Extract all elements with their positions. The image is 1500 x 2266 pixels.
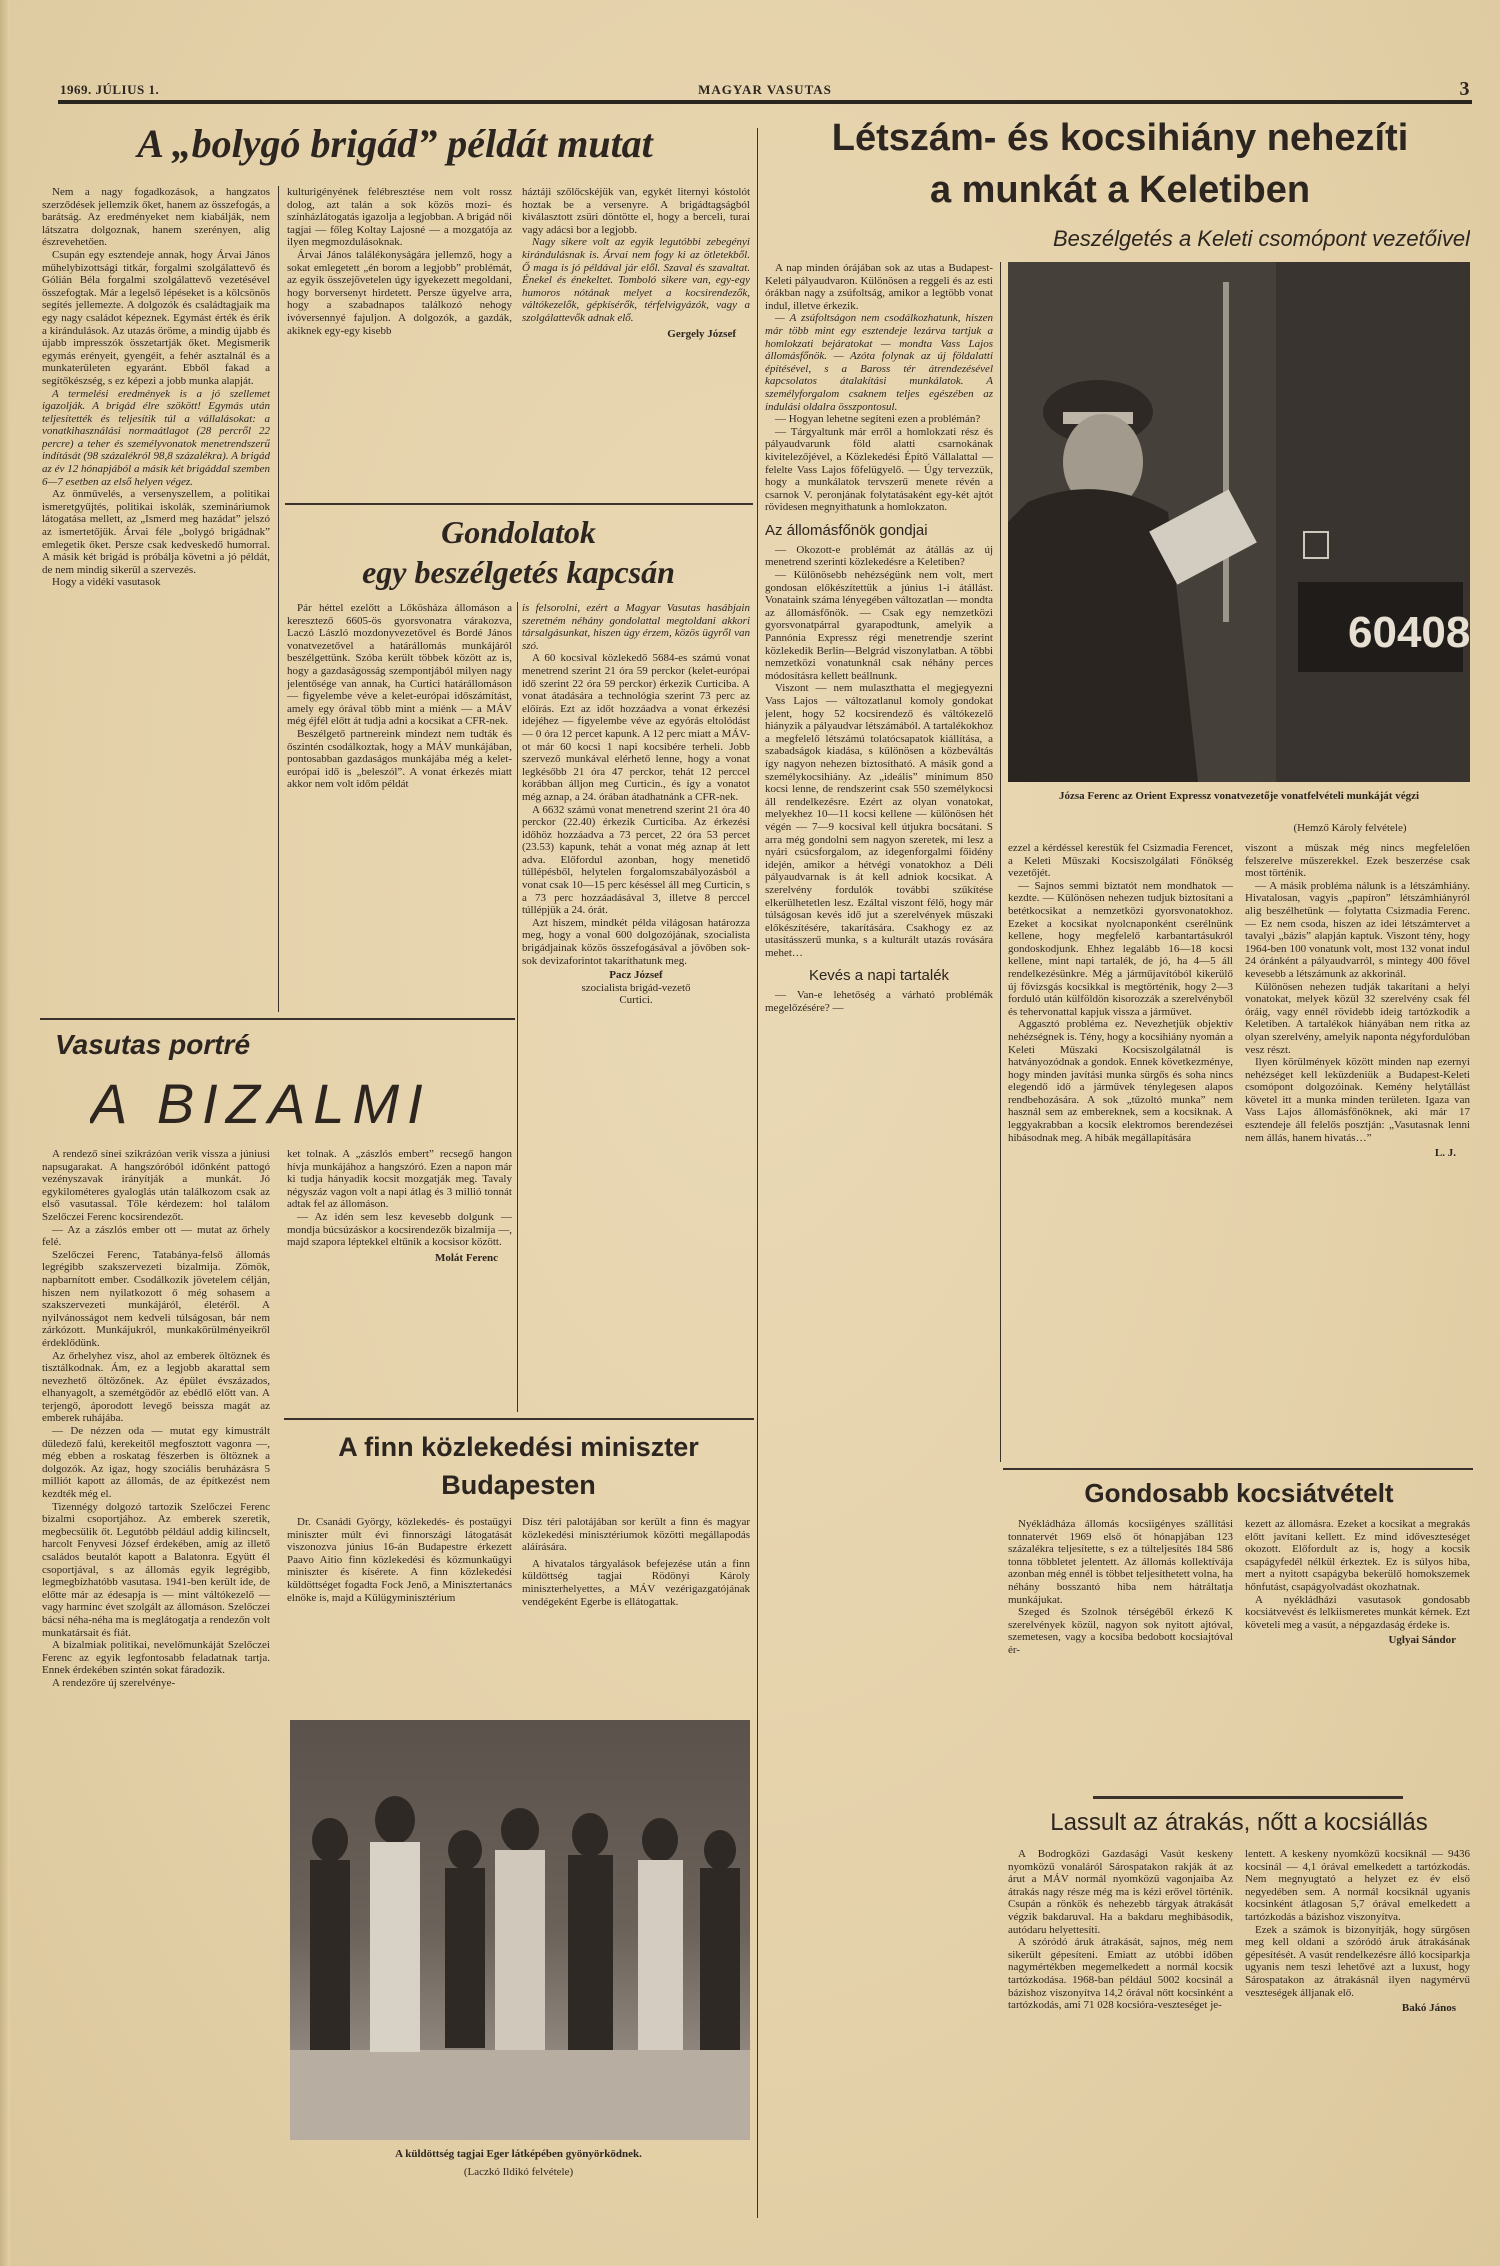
headline-bizalmi-text: A BIZALMI bbox=[90, 1072, 431, 1135]
headline-finn bbox=[287, 1428, 750, 1508]
paragraph: A nyékládházi vasutasok gondosabb kocsiátvevést és lelkiismeretes munkát kérnek. Ezt követeli meg a vasút, a népgazdaság érdeke is. bbox=[1245, 1593, 1470, 1631]
paragraph: A rendezőre új szerelvénye- bbox=[52, 1676, 176, 1689]
masthead-rule bbox=[58, 100, 1472, 104]
orient-express-photo bbox=[1008, 262, 1470, 782]
section-rule bbox=[284, 1418, 754, 1420]
paragraph: Árvai János találékonyságára jellemző, hogy a sokat emlegetett „én borom a legjobb” problémát, az egyik összejövetelen úgy igyekezett megoldani, hogy borversenyt hirdetett. Persze ügyelve arra, hogy a szabadnapos találkozó nehogy ivóversennyé fajuljon. A dolgozók, a gazdák, akiknek egy-egy kisebb bbox=[287, 248, 512, 337]
paragraph: — Tárgyaltunk már erről a homlokzati rész és pályaudvarunk föld alatti csarnokának kivitelezőjével, a Közlekedési Építő Vállalattal — felelte Vass Lajos főfelügyelő. — Úgy tervezzük, hogy a munkálatok tervszerű menete révén a csarnok V. peronjának folytatásaként egy-két ajtót rövidesen megnyithatunk a homlokzaton. bbox=[765, 425, 993, 514]
photo-delegation-group bbox=[290, 1720, 750, 2140]
keleti-column-1 bbox=[765, 262, 993, 1462]
headline-gondosabb bbox=[1008, 1476, 1470, 1512]
paragraph: lentett. A keskeny nyomközű kocsiknál — 9436 kocsinál — 4,1 órával emelkedett a tartózkodás. Nem megnyugtató a helyzet ez év első negyedében sem. A normál kocsiknál ugyanis kocsinként átlagosan 5,7 órával emelkedett a tartózkodás a bázishoz viszonyítva. bbox=[1245, 1848, 1470, 1923]
paragraph: Különösen nehezen tudják takarítani a helyi vonatokat, melyek közül 32 szerelvény csak fél óráig, vagy ennél rövidebb ideig tartózkodik a Keletiben. A tartalékok hiányában nem ritka az olyan szerelvény, amelyik naponta négyfordulóban vesz részt. bbox=[1245, 980, 1470, 1056]
paragraph: Szelőczei Ferenc, Tatabánya-felső állomás legrégibb szakszervezeti bizalmija. Zömök, napbarnított ember. Csodálkozik jövetelem célján, hiszen nem nyilatkozott ő még sohasem a szakszervezeti munkájáról, életéről. A nyilvánosságot nem kedveli túlságosan, bár nem zárkózott. Munkájukról, munkakörülményeikről érdeklődünk. bbox=[42, 1248, 270, 1349]
headline-gondolatok-line2: egy beszélgetés kapcsán bbox=[362, 554, 675, 590]
paragraph: A bizalmiak politikai, nevelőmunkáját Szelőczei Ferenc az egyik legfontosabb feladatnak tartja. Ennek érdekében szintén sokat fáradozik. bbox=[42, 1639, 270, 1677]
gondosabb-column-2 bbox=[1245, 1518, 1470, 1788]
paragraph: A 6632 számú vonat menetrend szerint 21 óra 40 perckor (22.40) érkezik Curticiba. Az érkezési időhöz hozzáadva a 73 percet, 22 óra 53 percet (23.53) kapunk, tehát a vonat még aznap át lett adva. Előfordul azonban, hogy menetidő túllépésből, helytelen forgalomszabályozásból a vonat csak 10—15 perc késéssel áll meg Curticin, s a 73 perc hozzáadásával 3, illetve 8 perccel túllépjük a 24. órát. bbox=[522, 803, 750, 917]
paragraph: kezett az állomásra. Ezeket a kocsikat a megrakás előtt javítani kellett. Ez mind időveszteséget okozott. Előfordult az is, hogy a kocsik csapágyfedél nélkül érkeztek. Ez is súlyos hiba, mert a nyitott csapágyba bekerülő homokszemek hőnfutást, csapágyolvadást okozhatnak. bbox=[1245, 1518, 1470, 1593]
kicker-text: Vasutas portré bbox=[55, 1029, 251, 1060]
subheadline-text: Beszélgetés a Keleti csomópont vezetőivel bbox=[1052, 226, 1470, 251]
headline-gondolatok-line1: Gondolatok bbox=[441, 514, 596, 550]
lassult-column-1 bbox=[1008, 1848, 1233, 2218]
paragraph: Nyékládháza állomás kocsiigényes szállítási tonnatervét 1969 első öt hónapjában 123 százalékra teljesítette, s ez a túlteljesítés 184 586 tonna többletet jelentett. Az állomás kollektívája azonban még ennél is többet teljesíthetett volna, ha néhány bosszantó hiba nem hátráltatja munkájukat. bbox=[1008, 1518, 1233, 1606]
photo-conductor bbox=[1008, 262, 1470, 782]
byline: Bakó János bbox=[1401, 2002, 1456, 2015]
photo-credit-finn: (Laczkó Ildikó felvétele) bbox=[463, 2166, 574, 2178]
paragraph: háztáji szőlőcskéjük van, egykét liternyi kóstolót hoztak be a versenyre. A brigádtagságból kiválasztott zsüri döntötte el, hogy a berceli, turai vagy adácsi bor a legjobb. bbox=[522, 186, 750, 236]
paragraph: Viszont — nem mulaszthatta el megjegyezni Vass Lajos — változatlanul komoly gondokat jelent, hogy 52 kocsirendező és váltókezelő hiányzik a pályaudvar létszámából. A tartalékokhoz a megfelelő létszámú tolatócsapatok kiállítása, a szabadságok kiadása, s különösen a közbeváltás így nagyon nehezen biztosítható. A másik gond a személykocsihiány. Az „ideális” minimum 850 kocsi lenne, de rendszerint csak 550 személykocsi áll rendelkezésre. Ezért az olyan vonatokat, melyekhez 10—11 kocsi kellene — különösen hét végén — 7—9 kocsival kell útjukra bocsátani. S arra még gondolni sem nagyon szeretek, mi lesz a nyári csúcsforgalom, az idegenforgalmi főidény idején, amikor a hétvégi vonatokhoz a Déli pályaudvarnak is át kell adniok kocsikat. A szerelvény fordulók további szűkítése elkerülhetetlen lesz. Ezáltal viszont félő, hogy már túlságosan kevés idő jut a szerelvények műszaki előkészítésére, takarítására. Csakhogy ez az utasításszerű munka, s a kulturált utazás rovására mehet… bbox=[765, 682, 993, 959]
paragraph: — Az idén sem lesz kevesebb dolgunk — mondja búcsúzáskor a kocsirendezők bizalmija —, majd szapora léptekkel eltűnik a kocsisor között. bbox=[287, 1210, 512, 1249]
paragraph: A 60 kocsival közlekedő 5684-es számú vonat menetrend szerint 21 óra 59 perckor (kelet-európai idő szerint 22 óra 59 perckor) érkezik Curticiba. A vonat átadására a technológia szerint 73 perc az előírás. Ezt az időt hozzáadva a vonat érkezési idejéhez — figyelembe véve az egyórás eltolódást — 0 óra 12 percet kapunk. A 12 perc miatt a MÁV-ot már 60 kocsi 1 napi kocsibére terheli. Jobb szervező munkával elérhető lenne, hogy a vonat legkésőbb 21 óra 47 perckor, tehát 12 perccel korábban álljon meg Curticin., és így a vonatot még aznap, a 24. órában átadhatnánk a CFR-nek. bbox=[522, 652, 750, 803]
headline-gondolatok bbox=[287, 512, 750, 596]
byline: Molát Ferenc bbox=[434, 1251, 498, 1264]
headline-lassult bbox=[1008, 1806, 1470, 1842]
bizalmi-column-1 bbox=[42, 1148, 270, 2218]
paragraph: Beszélgető partnereink mindezt nem tudták és őszintén csodálkoztak, hogy a MÁV munkájában, pontosabban gazdaságos munkájába még a kelet-európai idő is „beleszól”. A vonat érkezés miatt akkor nem volt időm példát bbox=[287, 727, 512, 791]
column-rule bbox=[517, 602, 518, 1412]
paragraph: Tizennégy dolgozó tartozik Szelőczei Ferenc bizalmi csoportjához. Az emberek szeretik, megbecsülik őt. Legutóbb például addig kilincselt, harcolt Fenyvesi József érdekében, amíg az illető családos beutalót kapott a Balatonra. Együtt él csoportjával, s az állomás egyik legrégibb, legmegbízhatóbb vasutasa. 1941-ben került ide, de előtte már az édesapja is — mint váltókezelő — vagy harminc évet szolgált az állomáson. Szelőczei bácsi néha-néha ma is meglátogatja a rendezőn volt munkatársait és fiát. bbox=[42, 1500, 270, 1639]
paragraph: — Az a zászlós ember ott — mutat az őrhely felé. bbox=[42, 1223, 270, 1249]
paragraph: — Sajnos semmi biztatót nem mondhatok — kezdte. — Különösen nehezen tudjuk biztosítani a betétkocsikat a nemzetközi gyorsvonatokhoz. Ezeket a kocsikat nyolcnaponként cserélnünk kellene, hogy megfelelő karbantartásukról gondoskodjunk. Ehhez legalább 16—18 kocsi kellene, mint napi tartalék, de jó, ha 4—5 áll rendelkezésünkre. Még a járműjavítóból kikerülő új fővizsgás kocsikkal is megtörténik, hogy 2—3 forduló után külföldön kisorozzák a szerelvényből és tehervonattal kapjuk vissza a járművet. bbox=[1008, 879, 1233, 1018]
paragraph: ket tolnak. A „zászlós embert” recsegő hangon hívja munkájához a hangszóró. Ezen a napon már ki tudja hányadik kocsit mozgatják meg. Tavaly négyszáz vagon volt a napi átlag és 3 millió tonnát adtak fel az állomáson. bbox=[287, 1148, 512, 1211]
paragraph: — Különösebb nehézségünk nem volt, mert gondosan előkészítettük a június 1-i átállást. Vonataink száma lényegében változatlan — mondta az állomásfőnök. — Csak egy nemzetközi gyorsvonatpárral gyarapodtunk, amelyik a Pannónia Expressz régi menetrendje szerint közlekedik Berlin—Belgrád viszonylatban. A többi nemzetközi vonatunknál csak néhány perces módosításra kellett beállnunk. bbox=[765, 569, 993, 682]
section-rule bbox=[40, 1018, 515, 1020]
paragraph: Nagy sikere volt az egyik legutóbbi zebegényi kirándulásnak is. Árvai nem fogy ki az ötletekből. Ő maga is jó példával jár elől. Szaval és szavaltat. Énekel és énekeltet. Tomboló sikere van, egy-egy humoros nótának melyet a kocsirendezők, váltókezelők, gépkísérők, térfelvigyázók, vagy a szolgálattevők adnak elő. bbox=[522, 236, 750, 324]
headline-keleti-line2: a munkát a Keletiben bbox=[929, 169, 1311, 211]
paragraph: — A másik probléma nálunk is a létszámhiány. Hivatalosan, vagyis „papíron” létszámhiányról alig beszélhetünk — folytatta Csizmadia Ferenc. — Ez nem csoda, hiszen az idei létszámtervet a tavalyi „bázis” alapján kaptuk. Viszont tény, hogy 1964-ben 100 vonatunk volt, most 132 vonat indul 24 óránként a pályaudvarról, s mintegy 400 fővel kevesebb a létszámunk az akkorinál. bbox=[1245, 879, 1470, 980]
paragraph: A termelési eredmények is a jó szellemet igazolják. A brigád élre szökött! Egymás után teljesítették és teljesítik túl a vállalásokat: a vonatkihasználási normaátlagot (28 percről 22 percre) a teher és személyvonatok menetrendszerű indítását (98 százalékról 98,8 százalékra). A brigád az év 12 hónapjából a másik két brigáddal szemben 6—7 esetben az első helyen végez. bbox=[42, 387, 270, 488]
paragraph: Az őrhelyhez visz, ahol az emberek öltöznek és tisztálkodnak. Ám, ez a legjobb akarattal sem nevezhető öltözőnek. Az épület évszázados, elhanyagolt, a szemétgödör az ebédlő előtt van. A terjengő, áporodott levegő beissza magát az emberek ruhájába. bbox=[42, 1349, 270, 1425]
byline: Gergely József bbox=[667, 327, 736, 340]
paragraph: Ilyen körülmények között minden nap ezernyi nehézséget kell leküzdeniük a Budapest-Keleti csomópont dolgozóinak. Kemény helytállást követel itt a munka minden területen. Igaza van Vass Lajos állomásfőnöknek, aki már 17 esztendeje áll felelős posztján: „Vasutasnak lenni nem állás, hanem hivatás…” bbox=[1245, 1056, 1470, 1144]
headline-keleti-line1: Létszám- és kocsihiány nehezíti bbox=[831, 117, 1409, 159]
paragraph: — A zsúfoltságon nem csodálkozhatunk, hiszen már több mint egy esztendeje lezárva tartjuk a homlokzati bejáratokat — mondta Vass Lajos állomásfőnök. — Azóta folynak az új földalatti építésével, s a Baross tér átrendezésével kapcsolatos átalakítási munkálatok. A személyforgalom csaknem teljes egészében az indulási oldalra összpontosul. bbox=[765, 312, 993, 413]
headline-lassult-text: Lassult az átrakás, nőtt a kocsiállás bbox=[1050, 1809, 1428, 1836]
paragraph: Pár héttel ezelőtt a Lőkösháza állomáson a keresztező 6605-ös gyorsvonatra várakozva, Laczó László mozdonyvezetővel és Bordé János vonatvezetővel a határállomás munkájáról beszélgettünk. Szóba került többek között az is, hogy a gazdaságosság szempontjából milyen nagy jelentősége van annak, ha Curtici határállomáson — figyelembe véve a kelet-európai időszámítást, amely egy órával több mint a miénk — a MÁV még éjfél előtt át tudja adni a kocsikat a CFR-nek. bbox=[287, 602, 512, 728]
bolygo-column-1 bbox=[42, 186, 270, 1012]
paragraph: Hogy a vidéki vasutasok bbox=[52, 576, 161, 589]
headline-gondosabb-text: Gondosabb kocsiátvételt bbox=[1084, 1478, 1394, 1508]
gondosabb-column-1 bbox=[1008, 1518, 1233, 1788]
masthead-title: MAGYAR VASUTAS bbox=[698, 82, 832, 97]
column-rule bbox=[1000, 262, 1001, 1462]
paragraph: ezzel a kérdéssel kerestük fel Csizmadia Ferencet, a Keleti Műszaki Kocsiszolgálati Főnökség vezetőjét. bbox=[1008, 842, 1233, 880]
headline-finn-line1: A finn közlekedési miniszter bbox=[338, 1432, 699, 1462]
column-rule bbox=[278, 186, 279, 1012]
bolygo-column-2 bbox=[287, 186, 512, 496]
subheadline-keleti bbox=[765, 224, 1470, 256]
lassult-column-2 bbox=[1245, 1848, 1470, 2218]
bizalmi-column-2 bbox=[287, 1148, 512, 1412]
paragraph: Dísz téri palotájában sor került a finn és magyar közlekedési minisztériumok közötti megállapodás aláírására. bbox=[522, 1516, 750, 1554]
subhead-gondjai: Az állomásfőnök gondjai bbox=[765, 521, 928, 539]
headline-bolygo bbox=[40, 118, 750, 174]
byline-place: Curtici. bbox=[619, 994, 653, 1007]
headline-finn-line2: Budapesten bbox=[441, 1470, 596, 1500]
bolygo-column-3 bbox=[522, 186, 750, 496]
gondolatok-column-2 bbox=[522, 602, 750, 1412]
subhead-tartalek: Kevés a napi tartalék bbox=[808, 967, 950, 985]
headline-bolygo-text: A „bolygó brigád” példát mutat bbox=[137, 121, 653, 166]
paragraph: — Hogyan lehetne segíteni ezen a problémán? bbox=[775, 413, 981, 426]
paragraph: — De nézzen oda — mutat egy kimustrált düledező falú, kerekeitől megfosztott vagonra —, még ebben a roskatag fészerben is öltöznek a dolgozók. Az igaz, hogy szociális beruházásra 5 milliót kapott az állomás, de az építkezést nem kezdték még el. bbox=[42, 1425, 270, 1501]
paragraph: Azt hiszem, mindkét példa világosan határozza meg, hogy a vonal 600 dolgozójának, szocialista brigádjainak közös összefogásával a jövőben sok-sok devizaforintot takaríthatunk meg. bbox=[522, 916, 750, 967]
paragraph: A szóródó áruk átrakását, sajnos, még nem sikerült gépesíteni. Emiatt az utóbbi időben nagymértékben megemelkedett a normál kocsik tartózkodása. 1968-ban például 5002 kocsinál a bázishoz viszonyítva 14,2 órával nőtt kocsinként a tartózkodás, ami 71 028 kocsióra-veszteséget je- bbox=[1008, 1936, 1233, 2012]
paragraph: A Bodrogközi Gazdasági Vasút keskeny nyomközű vonaláról Sárospatakon rakják át az árut a MÁV normál nyomközű vagonjaiba Az átrakás nagy része még ma is kézi erővel történik. Csupán a rönkök és nehezebb tárgyak átrakását végzik bakdaruval. Ha a bakdaru meghibásodik, autódaru helyettesíti. bbox=[1008, 1848, 1233, 1936]
photo-credit-keleti: (Hemző Károly felvétele) bbox=[1293, 822, 1407, 834]
paragraph: A nap minden órájában sok az utas a Budapest-Keleti pályaudvaron. Különösen a reggeli és az esti órákban nagy a zsúfoltság, amikor a legtöbb vonat indul, illetve érkezik. bbox=[765, 262, 993, 312]
keleti-column-2 bbox=[1008, 842, 1233, 1462]
delegation-photo bbox=[290, 1720, 750, 2140]
finn-column-1 bbox=[287, 1516, 512, 1712]
headline-bizalmi bbox=[90, 1070, 510, 1140]
paragraph: Csupán egy esztendeje annak, hogy Árvai János műhelybizottsági titkár, forgalmi szolgálattevő és Gólián Béla forgalmi szolgálattevő vezetésével összefogtak. Már a legelső lépéseket is a kölcsönös segítés jellemezte. A dolgozók és családtagjaik ma egy nagy családot képeznek. Egymást érték és érik a kirándulások. Az utazás öröme, a mindig újabb és újabb impresszók összetartják őket. Megismerik egymás erényeit, gyengéit, a fehér asztalnál és a munkaterületen egyaránt. Ebből fakad a segítőkészség, s ez képezi a jobb munka alapját. bbox=[42, 248, 270, 387]
paragraph: A hivatalos tárgyalások befejezése után a finn küldöttség tagjai Rödönyi Károly miniszterhelyettes, a MÁV vezérigazgatójának vendégeként Egerbe is ellátogattak. bbox=[522, 1557, 750, 1608]
keleti-column-3 bbox=[1245, 842, 1470, 1462]
photo-caption-keleti: Józsa Ferenc az Orient Expressz vonatvezetője vonatfelvételi munkáját végzi bbox=[1058, 790, 1420, 802]
byline-title: szocialista brigád-vezető bbox=[581, 981, 691, 994]
paragraph: — Van-e lehetőség a várható problémák megelőzésére? — bbox=[765, 989, 993, 1015]
headline-keleti bbox=[765, 112, 1475, 220]
paragraph: viszont a műszak még nincs megfelelően felszerelve műszerekkel. Ezek beszerzése csak most történik. bbox=[1245, 842, 1470, 880]
paragraph: Nem a nagy fogadkozások, a hangzatos szerződések jellemzik őket, hanem az összefogás, a barátság. Az eredményeket nem kiabálják, nem látszatra dolgoznak, hanem szerényen, alig észrevehetően. bbox=[42, 186, 270, 249]
paragraph: Az önművelés, a versenyszellem, a politikai ismeretgyűjtés, politikai iskolák, szemináriumok látogatása mellett, az „Ismerd meg hazádat” jelszó az ismertetőjük. Árvai féle „bolygó brigádnak” emlegetik őket. Persze csak kedveskedő humorral. A másik két brigád is próbálja követni a jó példát, de nem mindig sikerül a szervezés. bbox=[42, 488, 270, 576]
paragraph: Dr. Csanádi György, közlekedés- és postaügyi miniszter múlt évi finnországi látogatását viszonozva június 16-án Budapestre érkezett Paavo Aitio finn közlekedési és közmunkaügyi miniszter és kísérete. A finn közlekedési küldöttséget fogadta Fock Jenő, a Minisztertanács elnöke is, majd a Külügyminisztérium bbox=[287, 1516, 512, 1604]
paragraph: Ezek a számok is bizonyítják, hogy sürgősen meg kell oldani a szóródó áruk átrakásának gépesítését. A vasút rendelkezésre álló kocsiparkja ugyanis nem teszi lehetővé azt a luxust, hogy Sárospatakon az átrakásnál ilyen nagymérvű veszteségek álljanak elő. bbox=[1245, 1923, 1470, 1999]
section-rule bbox=[1003, 1468, 1473, 1470]
byline: L. J. bbox=[1434, 1147, 1456, 1160]
paragraph: is felsorolni, ezért a Magyar Vasutas hasábjain szeretném néhány gondolattal megtoldani akkori társalgásunkat, hiszen úgy érzem, közös ügyről van szó. bbox=[522, 602, 750, 652]
byline: Pacz József bbox=[609, 969, 663, 982]
page-edge bbox=[0, 0, 10, 2266]
plate-number: 60408 bbox=[1348, 608, 1470, 657]
byline: Uglyai Sándor bbox=[1388, 1634, 1456, 1647]
column-divider bbox=[757, 128, 758, 2218]
masthead bbox=[60, 78, 1470, 100]
paragraph: — Okozott-e problémát az átállás az új menetrend szerinti közlekedésre a Keletiben? bbox=[765, 543, 993, 569]
page-number: 3 bbox=[1459, 78, 1470, 100]
issue-date: 1969. JÚLIUS 1. bbox=[60, 82, 160, 97]
box-rule bbox=[285, 503, 753, 505]
photo-caption-finn: A küldöttség tagjai Eger látképében gyönyörködnek. bbox=[395, 2148, 642, 2160]
kicker-vasutas-portre bbox=[55, 1026, 510, 1066]
paragraph: Szeged és Szolnok térségéből érkező K szerelvények közül, nagyon sok nyitott ajtóval, szemetesen, vagy a kocsiba bedobott kocsiajtóval ér- bbox=[1008, 1606, 1233, 1656]
gondolatok-column-1 bbox=[287, 602, 512, 1012]
section-rule bbox=[1093, 1796, 1403, 1799]
paragraph: kulturigényének felébresztése nem volt rossz dolog, azt talán a sok közös mozi- és színházlátogatás igazolja a legjobban. A brigád női tagjai — főleg Koltay Lajosné — a mozgatója az ilyen megmozdulásoknak. bbox=[287, 186, 512, 249]
finn-column-2 bbox=[522, 1516, 750, 1712]
paragraph: A rendező sínei szikrázóan verik vissza a júniusi napsugarakat. A hangszóróból időnként pattogó vezényszavak irányítják a munkát. Jó egykilométeres gyaloglás után találkozom csak az első vasutassal. Tőle kérdezem: hol találom Szelőczei Ferenc kocsirendezőt. bbox=[42, 1148, 270, 1223]
paragraph: Aggasztó probléma ez. Nevezhetjük objektív nehézségnek is. Tény, hogy a kocsihiány nyomán a Keleti Műszaki Kocsiszolgálatnál is hatványozódnak a gondok. Ennek következménye, hogy minden javítási munka sürgős és soha nincs elegendő idő a járművek ténylegesen alapos rendbehozására. A sok „tűzoltó munka” nem használ sem az embereknek, sem a kocsiknak. A leggyakrabban a kocsik elektromos berendezései hibásodnak meg. A hibák megállapítására bbox=[1008, 1018, 1233, 1144]
